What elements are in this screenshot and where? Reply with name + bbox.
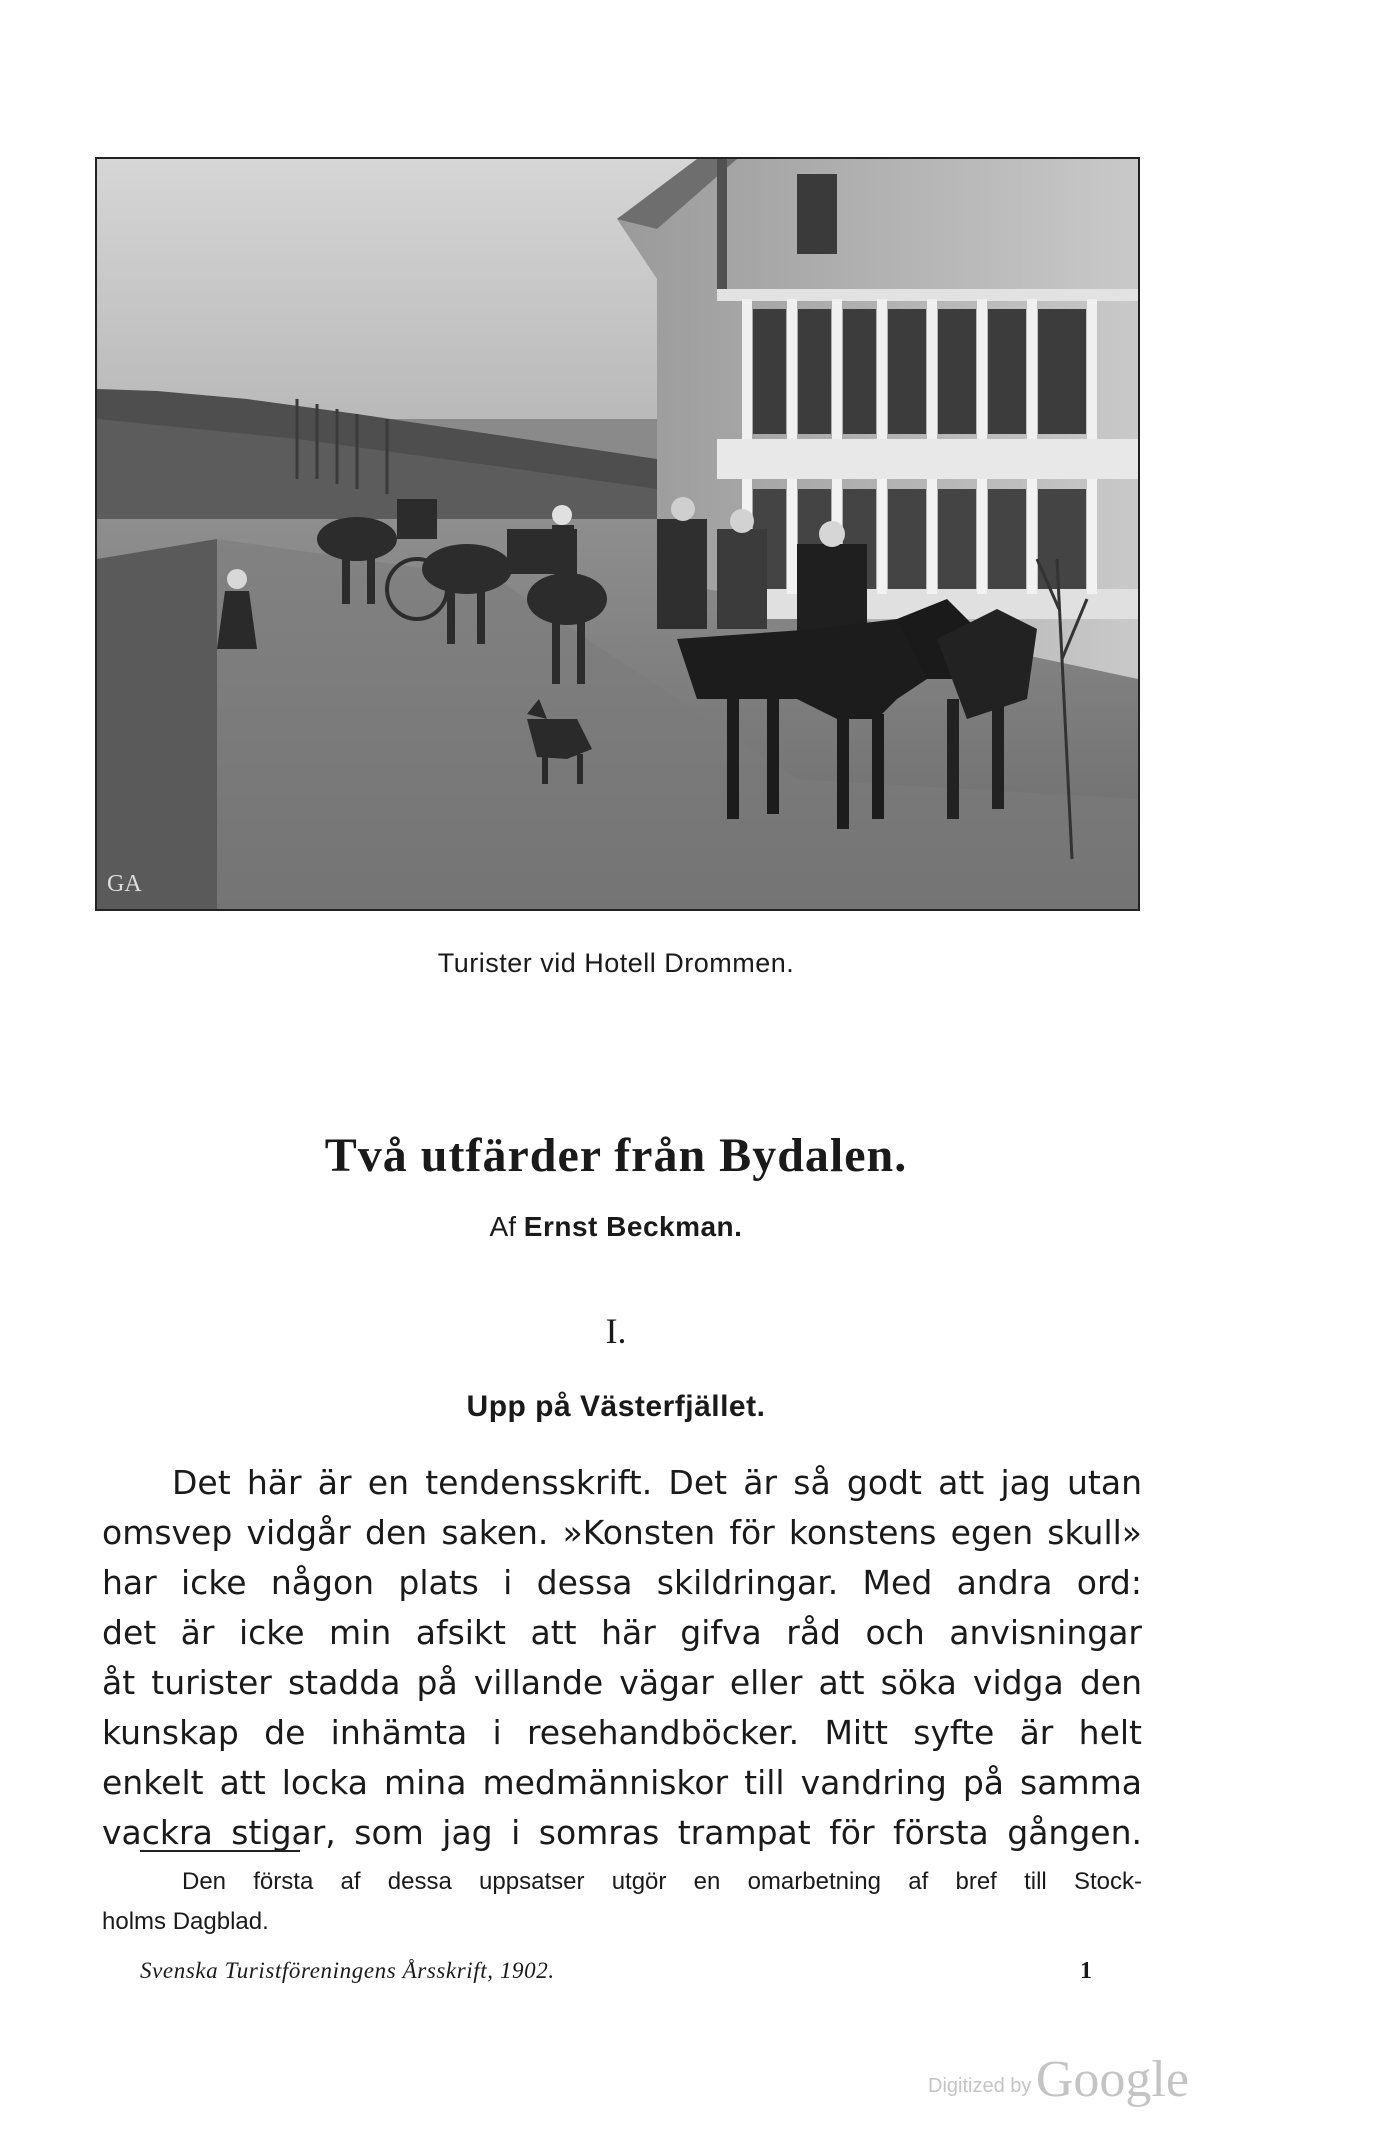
body-line: Det här är en tendensskrift. Det är så godt att jag utan: [172, 1463, 1142, 1502]
photo-monogram: GA: [107, 871, 142, 897]
byline: [0, 1211, 1232, 1243]
publication-source: Svenska Turistföreningens Årsskrift, 1902.: [140, 1958, 555, 1983]
body-line: omsvep vidgår den saken. »Konsten för konstens egen skull»: [102, 1513, 1142, 1552]
google-logo: Google: [1035, 2051, 1189, 2108]
section-number: I.: [605, 1311, 627, 1351]
digitization-watermark: [928, 2050, 1189, 2109]
footnote: [102, 1862, 1142, 1942]
section-title: Upp på Västerfjället.: [466, 1390, 766, 1423]
footnote-line: holms Dagblad.: [102, 1908, 269, 1935]
body-line: har icke någon plats i dessa skildringar. Med andra ord:: [102, 1563, 1142, 1602]
byline-prefix: Af: [489, 1211, 517, 1242]
photo-illustration: [97, 159, 1138, 909]
article-title: Två utfärder från Bydalen.: [324, 1129, 908, 1182]
watermark-prefix: Digitized by: [928, 2075, 1032, 2097]
body-line: åt turister stadda på villande vägar eller att söka vidga den: [102, 1663, 1142, 1702]
body-line: kunskap de inhämta i resehandböcker. Mitt syfte är helt: [102, 1713, 1142, 1752]
body-paragraph: [102, 1458, 1142, 1858]
footnote-divider: [140, 1850, 300, 1852]
photo-caption: Turister vid Hotell Drommen.: [437, 948, 795, 978]
author-name: Ernst Beckman.: [523, 1211, 743, 1242]
hotel-photograph: [95, 157, 1140, 911]
body-line: det är icke min afsikt att här gifva råd och anvisningar: [102, 1613, 1142, 1652]
body-line: enkelt att locka mina medmänniskor till vandring på samma: [102, 1763, 1142, 1802]
body-line: vackra stigar, som jag i somras trampat för första gången.: [102, 1813, 1142, 1852]
page-number: 1: [1080, 1958, 1092, 1984]
footnote-line: Den första af dessa uppsatser utgör en omarbetning af bref till Stock-: [182, 1868, 1142, 1895]
